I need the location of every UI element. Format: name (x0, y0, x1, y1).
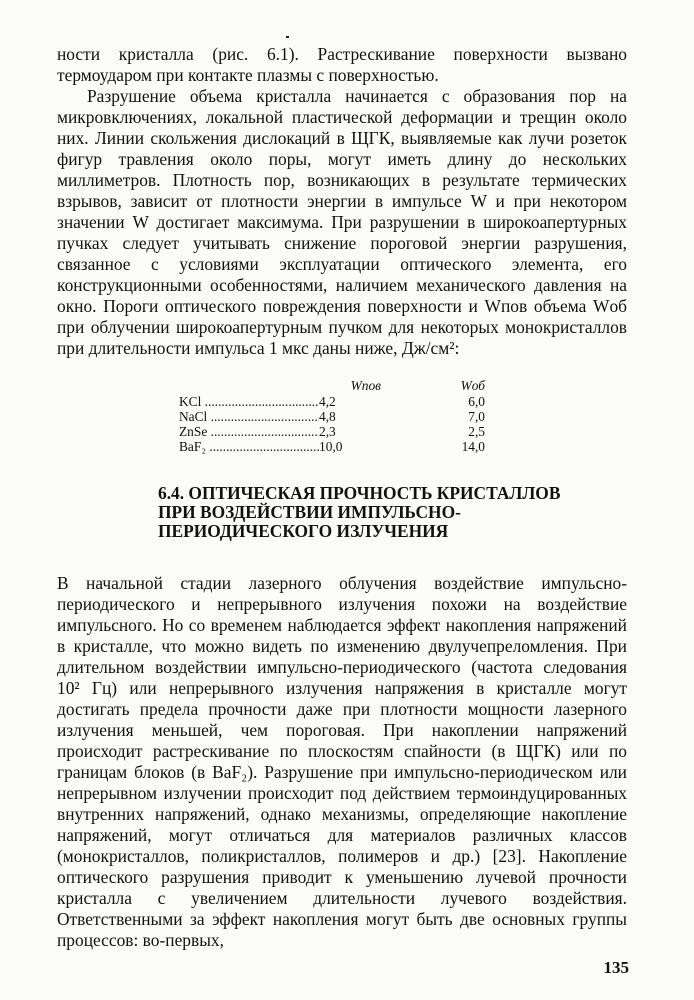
section-heading (158, 484, 598, 541)
heading-line: ПРИ ВОЗДЕЙСТВИИ ИМПУЛЬСНО- (158, 502, 461, 522)
surface-value: 2,3 (319, 424, 336, 439)
col-header-surface: Wпов (350, 378, 381, 393)
paragraph-continuation: ности кристалла (рис. 6.1). Растрескивание поверхности вызвано термоударом при контакте плазмы с поверхностью. (57, 44, 627, 85)
heading-line: 6.4. ОПТИЧЕСКАЯ ПРОЧНОСТЬ КРИСТАЛЛОВ (158, 483, 561, 503)
surface-value: 10,0 (319, 439, 343, 454)
surface-value: 4,8 (319, 409, 336, 424)
crystal-name: KCl ..... (179, 394, 319, 409)
table-row (179, 409, 493, 424)
threshold-table (179, 378, 493, 454)
volume-value: 6,0 (468, 394, 485, 409)
crystal-name: NaCl ..... (179, 409, 319, 424)
heading-line: ПЕРИОДИЧЕСКОГО ИЗЛУЧЕНИЯ (158, 521, 449, 541)
table-row (179, 424, 493, 439)
crystal-name: ZnSe ..... (179, 424, 319, 439)
surface-value: 4,2 (319, 394, 336, 409)
col-header-volume: Wоб (460, 378, 485, 393)
table-row (179, 394, 493, 409)
scan-mark (286, 36, 289, 38)
volume-value: 14,0 (461, 439, 485, 454)
crystal-name: BaF₂ ..... (179, 439, 319, 454)
volume-value: 7,0 (468, 409, 485, 424)
table-row (179, 439, 493, 454)
table-header (179, 378, 493, 394)
volume-value: 2,5 (468, 424, 485, 439)
section-paragraph: В начальной стадии лазерного облучения воздействие импульсно-периодического и непрерывного излучения похожи на воздействие импульсного. Но со временем наблюдается эффект накопления напряжений в кристалле, что можно видеть по изменению двулучепреломления. При длительном воздействии импульсно-периодического (частота следования 10² Гц) или непрерывного излучения напряжения в кристалле могут достигать предела прочности даже при плотности мощности лазерного излучения меньшей, чем пороговая. При накоплении напряжений происходит растрескивание по плоскостям спайности (в ЩГК) или по границам блоков (в BaF₂). Разрушение при импульсно-периодическом или непрерывном излучении происходит под действием термоиндуцированных внутренних напряжений, однако механизмы, определяющие накопление напряжений, могут отличаться для материалов различных классов (монокристаллов, поликристаллов, полимеров и др.) [23]. Накопление оптического разрушения приводит к уменьшению лучевой прочности кристалла с увеличением длительности лучевого воздействия. Ответственными за эффект накопления могут быть две основных группы процессов: во-первых, (57, 573, 627, 950)
page-content (57, 44, 627, 951)
paragraph-destruction: Разрушение объема кристалла начинается с образования пор на микровключениях, локальной пластической деформации и трещин около них. Линии скольжения дислокаций в ЩГК, выявляемые как лучи розеток фигур травления около поры, могут иметь длину до нескольких миллиметров. Плотность пор, возникающих в результате термических взрывов, зависит от плотности энергии в импульсе W и при некотором значении W достигает максимума. При разрушении в широкоапертурных пучках следует учитывать снижение пороговой энергии разрушения, связанное с условиями эксплуатации оптического элемента, его конструкционными особенностями, наличием механического давления на окно. Пороги оптического повреждения поверхности и Wпов объема Wоб при облучении широкоапертурным пучком для некоторых монокристаллов при длительности импульса 1 мкс даны ниже, Дж/см²: (57, 86, 627, 358)
page-number: 135 (603, 958, 629, 977)
